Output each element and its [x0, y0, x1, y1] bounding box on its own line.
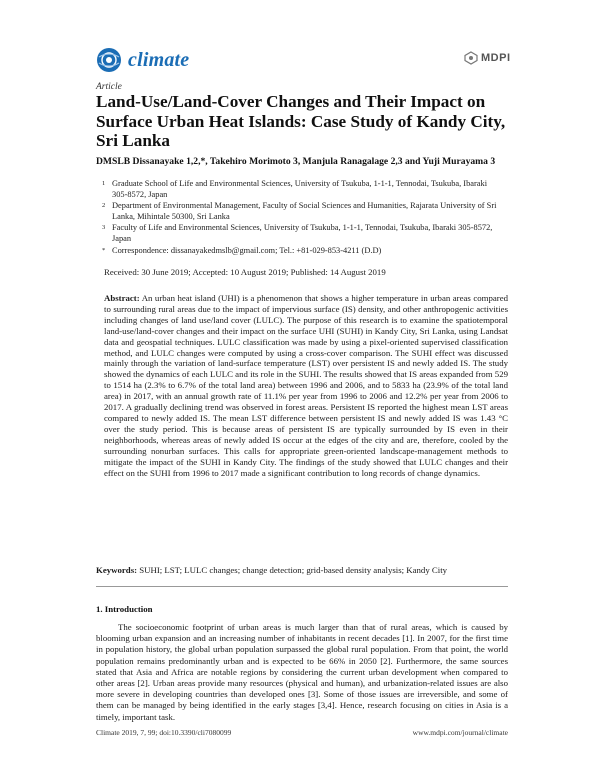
affiliation-mark: 2: [102, 202, 106, 209]
keywords: [96, 565, 508, 575]
journal-name: climate: [128, 48, 190, 71]
mdpi-logo-icon: [464, 51, 478, 65]
affiliation-text: Graduate School of Life and Environmental Sciences, University of Tsukuba, 1-1-1, Tennodai, Tsukuba, Ibaraki 305-8572, Japan: [112, 179, 488, 199]
abstract: [104, 293, 508, 478]
introduction-paragraph: The socioeconomic footprint of urban areas is much larger than that of rural areas, which is caused by blooming urban expansion and an increasing number of inhabitants in recent decades [1]. In 2007, for the first time in population history, the global urban population surpassed the global rural population. From that point, the world population remains predominantly urban and is expected to be 66% in 2050 [2]. Furthermore, the same sources stated that Asia and Africa are notable regions by considering the current urban development when compared to other areas [2]. Urban areas provide many resources (physical and human), and urbanization-related issues are also more severe in developing countries than developed ones [3]. Some of those issues are irreversible, and some of them can be managed by being identified in the early stages [3,4]. Hence, research focusing on cities in Asia is a timely, important task.: [96, 622, 508, 722]
abstract-text: An urban heat island (UHI) is a phenomenon that shows a higher temperature in urban areas compared to surrounding rural areas due to the impact of impervious surface (IS) density, and other anthropogenic activities including changes of land use/land cover (LULC). The purpose of this research is to examine the spatiotemporal land-use/land-cover changes and their impact on the surface UHI (SUHI) in Kandy City, Sri Lanka, using Landsat data and geospatial techniques. LULC classification was made by using a pixel-oriented supervised classification method, and LULC changes were computed by using a cross-cover comparison. The SUHI effect was discussed mainly through the variation of land-surface temperature (LST) over persistent IS and newly added IS. The study showed the dynamics of each LULC and its role in the SUHI. The results showed that IS areas expanded from 529 to 1514 ha (2.3% to 6.7% of the total land area) between 1996 and 2006, and to 5833 ha (23.9% of the total land area) in 2017, with an annual growth rate of 11.1% per year from 1996 to 2006 and 12.2% per year from 2006 to 2017. A gradually declining trend was observed in forest areas. Persistent IS reported the highest mean LST areas compared to newly added IS. The mean LST difference between persistent IS and newly added IS was 1.43 °C over the study period. This is because areas of persistent IS are typically surrounded by IS even in their neighborhoods, whereas areas of newly added IS occur at the edges of the city and are, therefore, cooled by the surrounding nonurban surfaces. This calls for appropriate green-oriented landscape-management methods to mitigate the impact of the SUHI in Kandy City. The findings of the study showed that LULC changes and their effect on the SUHI from 1996 to 2017 made a significant contribution to long records of change dynamics.: [104, 293, 508, 478]
affiliation-mark: 3: [102, 224, 106, 231]
section-divider: [96, 586, 508, 587]
publisher-name: MDPI: [481, 52, 511, 64]
publication-dates: Received: 30 June 2019; Accepted: 10 August 2019; Published: 14 August 2019: [104, 267, 386, 277]
paper-title: Land-Use/Land-Cover Changes and Their Impact on Surface Urban Heat Islands: Case Study of Kandy City, Sri Lanka: [96, 92, 506, 150]
footer-citation: Climate 2019, 7, 99; doi:10.3390/cli7080099: [96, 728, 232, 737]
author-list: DMSLB Dissanayake 1,2,*, Takehiro Morimoto 3, Manjula Ranagalage 2,3 and Yuji Murayama 3: [96, 156, 496, 167]
correspondence-text[interactable]: Correspondence: dissanayakedmslb@gmail.com; Tel.: +81-029-853-4211 (D.D): [112, 246, 382, 255]
section-heading: 1. Introduction: [96, 604, 153, 614]
climate-logo-icon: [96, 47, 122, 73]
article-type-label: Article: [96, 82, 122, 92]
keywords-text: SUHI; LST; LULC changes; change detection; grid-based density analysis; Kandy City: [139, 565, 448, 575]
abstract-label: Abstract:: [104, 293, 140, 303]
affiliation-mark: *: [102, 247, 106, 254]
footer-url[interactable]: www.mdpi.com/journal/climate: [412, 728, 508, 737]
publisher-logo[interactable]: [464, 51, 511, 65]
journal-logo[interactable]: [96, 47, 189, 73]
affiliation-text: Department of Environmental Management, Faculty of Social Sciences and Humanities, Rajarata University of Sri Lanka, Mihintale 50300, Sri Lanka: [112, 201, 497, 221]
keywords-label: Keywords:: [96, 565, 138, 575]
affiliation-mark: 1: [102, 180, 106, 187]
affiliation-text: Faculty of Life and Environmental Sciences, University of Tsukuba, 1-1-1, Tennodai, Tsukuba, Ibaraki 305-8572, Japan: [112, 223, 493, 243]
